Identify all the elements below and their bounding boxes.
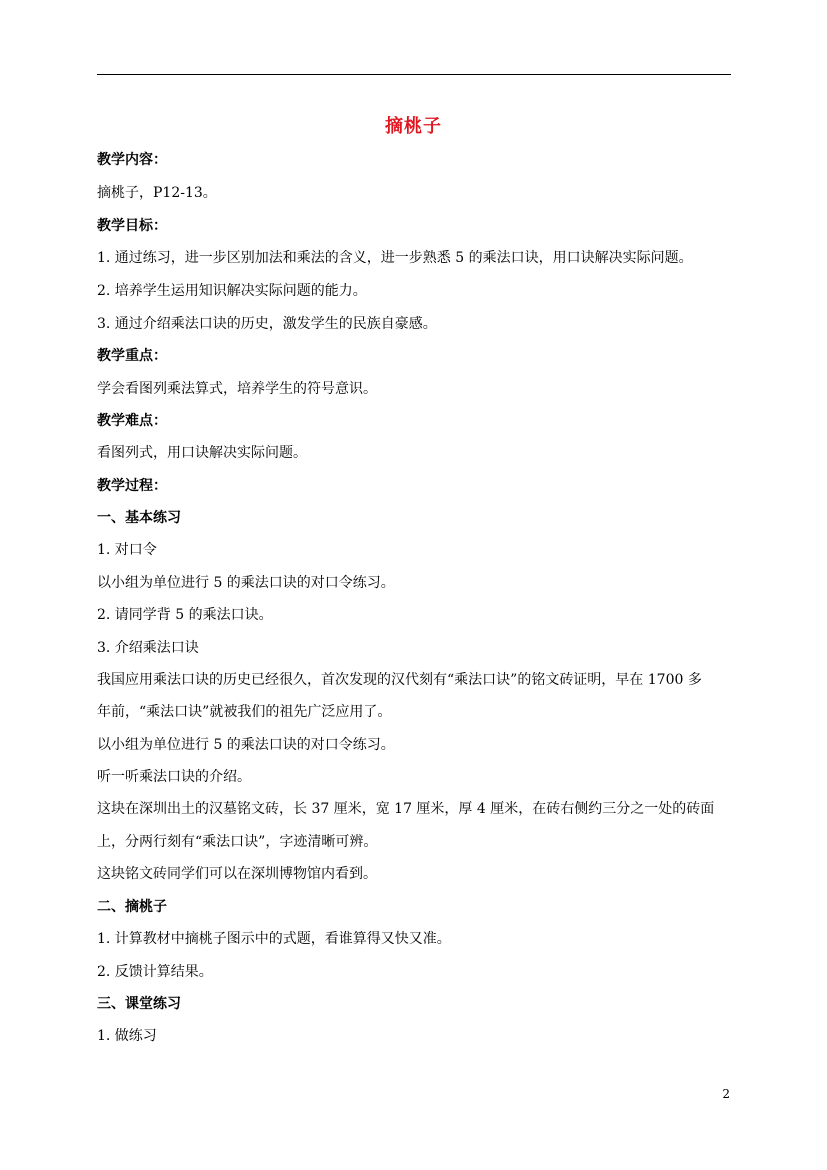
paragraph: 以小组为单位进行 5 的乘法口诀的对口令练习。 — [97, 737, 395, 753]
list-item: 1. 对口令 — [97, 542, 157, 558]
page-number: 2 — [722, 1087, 730, 1101]
list-item: 3. 介绍乘法口诀 — [97, 640, 199, 656]
paragraph: 学会看图列乘法算式，培养学生的符号意识。 — [97, 381, 377, 397]
paragraph: 看图列式，用口诀解决实际问题。 — [97, 445, 307, 461]
paragraph: 这块铭文砖同学们可以在深圳博物馆内看到。 — [97, 866, 377, 882]
paragraph: 年前，“乘法口诀”就被我们的祖先广泛应用了。 — [97, 704, 392, 720]
heading-teaching-content: 教学内容： — [97, 152, 167, 168]
section-heading-pick-peaches: 二、摘桃子 — [97, 899, 167, 915]
heading-difficulties: 教学难点： — [97, 413, 167, 429]
list-item: 3. 通过介绍乘法口诀的历史，激发学生的民族自豪感。 — [97, 316, 437, 332]
list-item: 1. 做练习 — [97, 1028, 157, 1044]
list-item: 2. 请同学背 5 的乘法口诀。 — [97, 607, 273, 623]
heading-teaching-goals: 教学目标： — [97, 218, 167, 234]
list-item: 1. 计算教材中摘桃子图示中的式题，看谁算得又快又准。 — [97, 931, 451, 947]
paragraph: 我国应用乘法口诀的历史已经很久，首次发现的汉代刻有“乘法口诀”的铭文砖证明，早在 1700 多 — [97, 672, 702, 688]
list-item: 1. 通过练习，进一步区别加法和乘法的含义，进一步熟悉 5 的乘法口诀，用口诀解决实际问题。 — [97, 250, 693, 266]
list-item: 2. 培养学生运用知识解决实际问题的能力。 — [97, 283, 367, 299]
paragraph: 听一听乘法口诀的介绍。 — [97, 769, 251, 785]
heading-teaching-process: 教学过程： — [97, 478, 167, 494]
page-title: 摘桃子 — [385, 116, 442, 137]
list-item: 2. 反馈计算结果。 — [97, 964, 213, 980]
paragraph: 摘桃子，P12-13。 — [97, 185, 217, 201]
paragraph: 以小组为单位进行 5 的乘法口诀的对口令练习。 — [97, 575, 395, 591]
header-rule — [97, 74, 731, 75]
paragraph: 这块在深圳出土的汉墓铭文砖，长 37 厘米，宽 17 厘米，厚 4 厘米，在砖右侧约三分之一处的砖面 — [97, 801, 715, 817]
paragraph: 上，分两行刻有“乘法口诀”，字迹清晰可辨。 — [97, 834, 378, 850]
section-heading-basic-practice: 一、基本练习 — [97, 510, 181, 526]
section-heading-classroom-practice: 三、课堂练习 — [97, 996, 181, 1012]
heading-key-points: 教学重点： — [97, 348, 167, 364]
